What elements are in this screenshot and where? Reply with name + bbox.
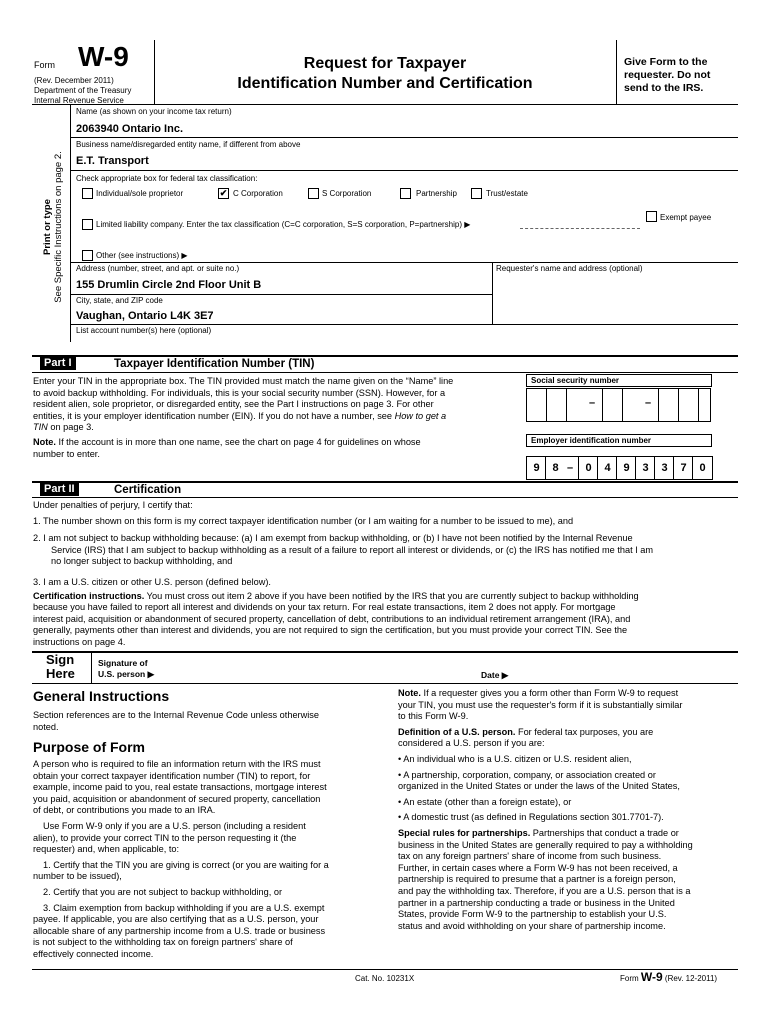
- signature-label-line-1: Signature of: [98, 658, 148, 668]
- rc-special-line-9: status and avoid withholding on your share of partnership income.: [398, 920, 666, 931]
- tin-text-line-4a: entities, it is your employer identification number (EIN). If you do not have a number, see: [33, 410, 395, 421]
- account-numbers-label: List account number(s) here (optional): [76, 326, 212, 335]
- form-title-line-2: Identification Number and Certification: [237, 75, 533, 92]
- agency: Internal Revenue Service: [34, 96, 124, 105]
- c-corporation-checkbox[interactable]: ✔: [219, 188, 228, 198]
- purpose-p1-line-2: obtain your correct taxpayer identification number (TIN) to report, for: [33, 770, 311, 781]
- purpose-list-1-line-2: number to be issued),: [33, 871, 122, 882]
- right-column-text: [398, 688, 738, 932]
- partnership-label: Partnership: [416, 189, 457, 198]
- rc-note-line-2: your TIN, you must use the requester's form if it is substantially similar: [398, 699, 683, 710]
- date-field[interactable]: [516, 664, 716, 680]
- other-label: Other (see instructions) ▶: [96, 251, 188, 260]
- form-title: [154, 54, 616, 94]
- form-title-line-1: Request for Taxpayer: [303, 55, 467, 72]
- purpose-list-2: 2. Certify that you are not subject to backup withholding, or: [43, 886, 283, 897]
- ein-dash: –: [567, 462, 574, 474]
- individual-label: Individual/sole proprietor: [96, 189, 184, 198]
- cert-instructions-line-3: interest paid, acquisition or abandonment of secured property, cancellation of debt, contributions to an individual retirement arrangement (IRA), and: [33, 613, 631, 624]
- purpose-p1-line-5: of debt, or contributions you made to an IRA.: [33, 805, 216, 816]
- general-intro-line-1: Section references are to the Internal Revenue Code unless otherwise: [33, 710, 320, 720]
- tin-note-text: If the account is in more than one name, see the chart on page 4 for guidelines on whose: [55, 437, 421, 447]
- footer-form-id: [620, 971, 717, 985]
- rc-special-line-4: Further, in certain cases where a Form W-9 has not been received, a: [398, 862, 678, 873]
- ssn-input[interactable]: [526, 388, 711, 422]
- ein-digit: 7: [673, 457, 693, 479]
- requester-label: Requester's name and address (optional): [496, 264, 643, 273]
- llc-classification-field[interactable]: [520, 228, 640, 229]
- general-intro-line-2: noted.: [33, 721, 59, 732]
- part-2-title: Certification: [114, 484, 182, 496]
- purpose-list-3-line-2: payee. If applicable, you are also certifying that as a U.S. person, your: [33, 914, 319, 925]
- footer-revision: (Rev. 12-2011): [664, 974, 718, 983]
- name-field[interactable]: 2063940 Ontario Inc.: [76, 123, 183, 135]
- catalog-number: Cat. No. 10231X: [355, 974, 415, 983]
- certification-text: [33, 500, 738, 649]
- ein-digit: 0: [692, 457, 712, 479]
- purpose-p1-line-1: A person who is required to file an information return with the IRS must: [33, 759, 321, 769]
- rc-special-bold: Special rules for partnerships.: [398, 827, 531, 838]
- revision-date: (Rev. December 2011): [34, 76, 114, 85]
- cert-instructions-line-5: instructions on page 4.: [33, 636, 126, 647]
- cert-intro: Under penalties of perjury, I certify that:: [33, 500, 193, 510]
- cert-instructions-line-2: because you have failed to report all interest and dividends on your tax return. For real estate transactions, item 2 does not apply. For mortgage: [33, 602, 616, 613]
- footer-form-word: Form: [620, 974, 639, 983]
- part-1-title: Taxpayer Identification Number (TIN): [114, 358, 315, 370]
- give-form-line-1: Give Form to the: [624, 56, 708, 68]
- purpose-of-form-title: Purpose of Form: [33, 739, 146, 755]
- tin-ref: TIN: [33, 422, 48, 433]
- purpose-list-3-line-4: is not subject to the withholding tax on foreign partners' share of: [33, 937, 293, 948]
- tin-text-line-3: resident alien, sole proprietor, or disregarded entity, see the Part I instructions on page 3. For other: [33, 399, 434, 410]
- ssn-dash-1: –: [589, 397, 596, 409]
- ein-input[interactable]: [526, 456, 713, 480]
- give-form-line-2: requester. Do not: [624, 69, 711, 81]
- cert-item-2-line-1: 2. I am not subject to backup withholding because: (a) I am exempt from backup withholding, or (b) I have not been notified by the Internal Revenue: [33, 533, 633, 544]
- exempt-payee-label: Exempt payee: [660, 213, 712, 222]
- tin-text-line-1: Enter your TIN in the appropriate box. The TIN provided must match the name given on the “Name” line: [33, 376, 454, 386]
- trust-estate-checkbox[interactable]: [471, 188, 482, 199]
- form-number: W-9: [78, 41, 129, 72]
- tin-text-line-5: [33, 422, 523, 434]
- rc-bullet-1: • An individual who is a U.S. citizen or U.S. resident alien,: [398, 753, 632, 764]
- ssn-label-box: [526, 374, 712, 387]
- part-1-label: Part I: [40, 357, 76, 370]
- purpose-list-3-line-5: effectively connected income.: [33, 948, 154, 959]
- rc-special-line-5: partnership is required to presume that a partner is a foreign person,: [398, 874, 676, 885]
- rc-special-line-1: [398, 828, 738, 840]
- cert-item-3: 3. I am a U.S. citizen or other U.S. person (defined below).: [33, 576, 271, 587]
- give-form-note: [624, 56, 710, 95]
- ein-digit: 4: [597, 457, 617, 479]
- ein-digit: 3: [635, 457, 655, 479]
- purpose-p1-line-3: example, income paid to you, real estate transactions, mortgage interest: [33, 782, 327, 793]
- purpose-p2-line-2: alien), to provide your correct TIN to the person requesting it (the: [33, 832, 297, 843]
- ein-digit: 9: [526, 457, 546, 479]
- exempt-payee-checkbox[interactable]: [646, 211, 657, 222]
- cert-instructions-line-1: [33, 591, 738, 603]
- form-header: [32, 40, 738, 104]
- tin-note-line-1: [33, 437, 523, 449]
- rc-def-bold: Definition of a U.S. person.: [398, 726, 516, 737]
- sign-word: Sign: [46, 652, 75, 667]
- tin-text-line-2: to avoid backup withholding. For individuals, this is your social security number (SSN). However, for a: [33, 387, 446, 398]
- classification-label: Check appropriate box for federal tax classification:: [76, 174, 258, 183]
- cert-instructions-text: You must cross out item 2 above if you have been notified by the IRS that you are currently subject to backup withholding: [144, 590, 639, 601]
- ein-digit: 3: [654, 457, 674, 479]
- sign-here: [46, 653, 75, 681]
- individual-checkbox[interactable]: [82, 188, 93, 199]
- rc-bullet-2-line-2: organized in the United States or under the laws of the United States,: [398, 781, 680, 792]
- rc-note-text: If a requester gives you a form other than Form W-9 to request: [420, 688, 679, 698]
- llc-label: Limited liability company. Enter the tax classification (C=C corporation, S=S corporation, P=partnership) ▶: [96, 220, 471, 229]
- c-corporation-label: C Corporation: [233, 189, 283, 198]
- business-name-label: Business name/disregarded entity name, if different from above: [76, 140, 301, 149]
- general-instructions-title: General Instructions: [33, 688, 170, 704]
- account-numbers-field[interactable]: [76, 336, 676, 344]
- cert-item-2-line-3: no longer subject to backup withholding, and: [51, 556, 233, 567]
- business-name-field[interactable]: E.T. Transport: [76, 155, 149, 167]
- cert-instructions-line-4: generally, payments other than interest and dividends, you are not required to sign the certification, but you must provide your correct TIN. See the: [33, 625, 628, 636]
- side-instruction-label: [40, 112, 70, 344]
- rc-special-line-2: business in the United States are generally required to pay a withholding: [398, 839, 693, 850]
- partnership-checkbox[interactable]: [400, 188, 411, 199]
- rc-special-line-7: partner in a partnership conducting a trade or business in the United: [398, 897, 675, 908]
- purpose-p2-line-3: requester) and, when applicable, to:: [33, 844, 180, 855]
- see-specific-instructions: See Specific Instructions on page 2.: [53, 151, 64, 303]
- address-field[interactable]: 155 Drumlin Circle 2nd Floor Unit B: [76, 279, 262, 291]
- other-checkbox[interactable]: [82, 250, 93, 261]
- here-word: Here: [46, 666, 75, 681]
- ein-digit: 0: [578, 457, 598, 479]
- date-label: Date ▶: [481, 670, 509, 680]
- ssn-dash-2: –: [645, 397, 652, 409]
- s-corporation-checkbox[interactable]: [308, 188, 319, 199]
- tin-note-bold: Note.: [33, 437, 56, 447]
- purpose-p2-line-1: Use Form W-9 only if you are a U.S. person (including a resident: [43, 820, 306, 831]
- ein-digit: 8: [545, 457, 565, 479]
- purpose-p1-line-4: you paid, acquisition or abandonment of secured property, cancellation: [33, 793, 321, 804]
- name-label: Name (as shown on your income tax return): [76, 107, 232, 116]
- tin-text-line-5b: on page 3.: [47, 422, 94, 433]
- purpose-list-3-line-1: 3. Claim exemption from backup withholding if you are a U.S. exempt: [43, 902, 325, 913]
- purpose-list-3-line-3: allocable share of any partnership income from a U.S. trade or business: [33, 925, 326, 936]
- ein-label-box: [526, 434, 712, 447]
- give-form-line-3: send to the IRS.: [624, 82, 704, 94]
- rc-note-bold: Note.: [398, 688, 421, 698]
- purpose-list-1-line-1: 1. Certify that the TIN you are giving is correct (or you are waiting for a: [43, 859, 329, 870]
- trust-estate-label: Trust/estate: [486, 189, 528, 198]
- city-field[interactable]: Vaughan, Ontario L4K 3E7: [76, 310, 214, 322]
- rc-special-line-3: tax on any foreign partners' share of income from such business.: [398, 851, 662, 862]
- cert-item-2-line-2: Service (IRS) that I am subject to backup withholding as a result of a failure to report all interest or dividends, or (c) the IRS has notified me that I am: [51, 544, 654, 555]
- llc-checkbox[interactable]: [82, 219, 93, 230]
- form-word: Form: [34, 60, 55, 70]
- signature-field[interactable]: [166, 656, 466, 680]
- signature-label: [98, 658, 154, 680]
- rc-special-text: Partnerships that conduct a trade or: [530, 827, 679, 838]
- rc-bullet-3: • An estate (other than a foreign estate), or: [398, 796, 572, 807]
- address-label: Address (number, street, and apt. or suite no.): [76, 264, 240, 273]
- general-intro: [33, 710, 373, 733]
- rc-def-line-1: [398, 727, 738, 739]
- ein-label: Employer identification number: [531, 436, 652, 445]
- rc-note-line-3: to this Form W-9.: [398, 711, 469, 722]
- ein-digit: 9: [616, 457, 636, 479]
- tin-note-line-2: number to enter.: [33, 448, 100, 459]
- rc-special-line-8: States, provide Form W-9 to the partnership to establish your U.S.: [398, 909, 667, 920]
- how-to-get-tin-ref: How to get a: [394, 410, 447, 421]
- cert-instructions-bold: Certification instructions.: [33, 590, 145, 601]
- footer-form-number: W-9: [640, 970, 663, 984]
- part-2-label: Part II: [40, 483, 79, 496]
- s-corporation-label: S Corporation: [322, 189, 372, 198]
- rc-note-line-1: [398, 688, 738, 700]
- tin-instructions: [33, 376, 523, 434]
- tin-note: [33, 437, 523, 460]
- cert-item-1: 1. The number shown on this form is my correct taxpayer identification number (or I am waiting for a number to be issued to me), and: [33, 515, 574, 526]
- rc-special-line-6: and pay the withholding tax. Therefore, if you are a U.S. person that is a: [398, 885, 691, 896]
- rc-bullet-2-line-1: • A partnership, corporation, company, or association created or: [398, 769, 656, 780]
- rc-bullet-4: • A domestic trust (as defined in Regulations section 301.7701-7).: [398, 812, 664, 823]
- rc-def-line-2: considered a U.S. person if you are:: [398, 738, 545, 749]
- signature-label-line-2: U.S. person ▶: [98, 669, 155, 679]
- rc-def-text: For federal tax purposes, you are: [515, 726, 654, 737]
- ssn-label: Social security number: [531, 376, 620, 385]
- tin-text-line-4: [33, 411, 523, 423]
- purpose-text: [33, 759, 378, 961]
- city-label: City, state, and ZIP code: [76, 296, 163, 305]
- department: Department of the Treasury: [34, 86, 132, 95]
- print-or-type: Print or type: [42, 199, 53, 255]
